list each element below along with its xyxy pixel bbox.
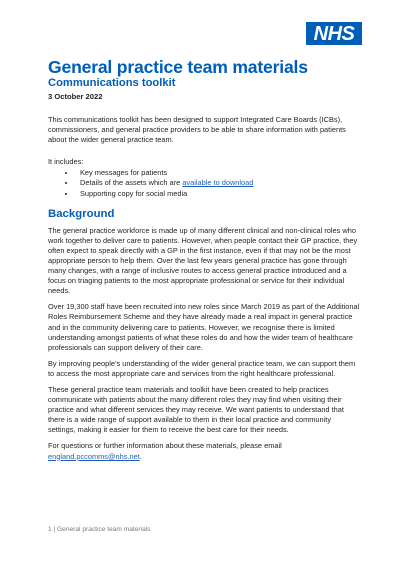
list-item-text: Details of the assets which are <box>80 178 183 188</box>
page-title: General practice team materials <box>48 57 308 77</box>
list-item: • Supporting copy for social media <box>76 189 360 199</box>
includes-label: It includes: <box>48 157 84 167</box>
contact-email-link[interactable]: england.pccomms@nhs.net <box>48 451 140 461</box>
intro-paragraph: This communications toolkit has been designed to support Integrated Care Boards (ICBs), commissioners, and general practice providers to be able to share information with patients about the wider general practice team. <box>48 115 346 145</box>
background-heading: Background <box>48 207 115 220</box>
nhs-logo <box>306 22 362 45</box>
list-item: • Key messages for patients <box>76 168 360 178</box>
nhs-logo-text: NHS <box>313 22 355 45</box>
includes-list <box>48 168 360 198</box>
document-body <box>48 57 360 462</box>
page-subtitle: Communications toolkit <box>48 77 176 89</box>
background-paragraph: These general practice team materials and toolkit have been created to help practices communicate with patients about the many different roles they may find when visiting their practice and what different services they may receive. We want patients to understand that there is a wide range of support available to them in their local practice and community settings, making it easier for them to receive the best care for their needs. <box>48 384 344 435</box>
contact-text: For questions or further information about these materials, please email <box>48 441 282 451</box>
contact-paragraph <box>48 441 360 461</box>
background-paragraph: Over 19,300 staff have been recruited into new roles since March 2019 as part of the Additional Roles Reimbursement Scheme and they have already made a real impact in general practice and in the community delivering care to patients. However, we recognise there is limited understanding amongst patients of what these roles do and how the wider team of healthcare professionals can support delivery of their care. <box>48 302 360 352</box>
publication-date: 3 October 2022 <box>48 92 103 101</box>
contact-suffix: . <box>139 451 142 461</box>
background-paragraph: The general practice workforce is made up of many different clinical and non-clinical roles who work together to deliver care to patients. However, when people contact their GP practice, they often expect to speak directly with a GP in the first instance, even if that may not be the most appropriate person to help them. Over the last few years general practice has gone through many changes, with a range of inclusive routes to access general practice introduced and a focus on triaging patients to the most appropriate professional or service for their individual needs. <box>48 225 358 296</box>
download-link[interactable]: available to download <box>182 178 254 188</box>
list-item <box>76 178 360 188</box>
page-footer: 1 | General practice team materials <box>48 526 151 533</box>
background-paragraph: By improving people’s understanding of the wider general practice team, we can support them to access the most appropriate care and services from the right healthcare professional. <box>48 358 356 378</box>
